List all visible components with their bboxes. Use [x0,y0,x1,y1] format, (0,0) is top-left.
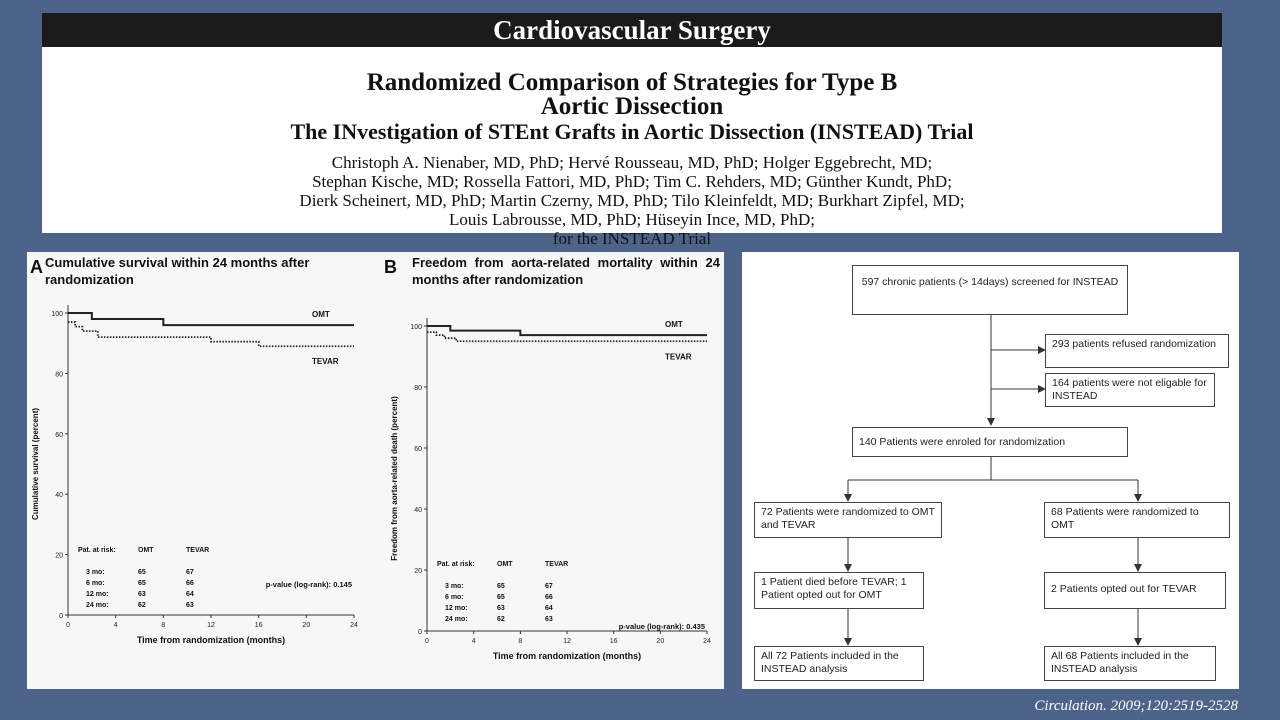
flowchart-connectors [742,252,1239,689]
x-tick-label: 20 [302,622,311,629]
series-label-tevar: TEVAR [665,352,692,362]
risk-table-cell: 3 mo: [445,583,464,590]
box-not-eligible: 164 patients were not eligable for INSTEAD [1045,373,1215,407]
risk-table-cell: 6 mo: [445,594,464,601]
risk-table-cell: 12 mo: [86,591,109,598]
y-axis-label: Freedom from aorta-related death (percent) [390,396,399,561]
risk-table-header: OMT [497,561,513,568]
y-tick-label: 80 [414,385,422,392]
risk-table-cell: 62 [138,602,146,609]
box-left-analysis: All 72 Patients included in the INSTEAD analysis [754,646,924,681]
author-line: Christoph A. Nienaber, MD, PhD; Hervé Rousseau, MD, PhD; Holger Eggebrecht, MD; [331,153,933,172]
series-label-omt: OMT [665,320,683,330]
y-tick-label: 80 [55,371,63,379]
risk-table-cell: 67 [545,583,553,590]
x-tick-label: 16 [254,622,263,629]
y-axis-label: Cumulative survival (percent) [31,407,40,521]
x-tick-label: 4 [471,638,476,645]
box-right-analysis: All 68 Patients included in the INSTEAD analysis [1044,646,1216,681]
risk-table-cell: 65 [138,569,146,576]
x-axis-label: Time from randomization (months) [492,651,642,661]
y-tick-label: 60 [55,431,63,439]
series-label-tevar: TEVAR [312,357,339,367]
x-tick-label: 20 [656,638,665,645]
arrowhead [844,564,852,572]
consort-flowchart [742,252,1239,689]
x-tick-label: 24 [350,622,358,629]
arrowhead [1134,494,1142,502]
arrowhead [1134,638,1142,646]
risk-table-cell: 63 [186,602,194,609]
x-axis-label: Time from randomization (months) [136,635,286,645]
risk-table-cell: 63 [138,591,146,598]
chart-a-svg [27,252,377,689]
risk-table-cell: 66 [186,580,194,587]
box-right-outcome: 2 Patients opted out for TEVAR [1044,572,1226,609]
panel-letter-a: A [30,257,43,277]
y-tick-label: 40 [414,507,422,514]
arrowhead [987,418,995,426]
risk-table-cell: 66 [545,594,553,601]
y-tick-label: 0 [59,613,63,620]
author-line: Dierk Scheinert, MD, PhD; Martin Czerny, MD, PhD; Tilo Kleinfeldt, MD; Burkhart Zipfel, MD; [299,191,965,210]
risk-table-header: Pat. at risk: [78,547,116,554]
p-value: p-value (log-rank): 0.435 [618,622,705,631]
risk-table-cell: 6 mo: [86,580,105,587]
risk-table-cell: 64 [545,605,553,612]
y-tick-label: 40 [55,492,63,500]
chart-a-title: Cumulative survival within 24 months after randomization [45,255,310,287]
risk-table-cell: 64 [186,591,194,598]
risk-table-cell: 63 [545,616,553,623]
km-curves-panel [27,252,724,689]
risk-table-header: Pat. at risk: [437,561,475,568]
x-tick-label: 16 [609,638,618,645]
box-left-outcome: 1 Patient died before TEVAR; 1 Patient opted out for OMT [754,572,924,609]
box-refused: 293 patients refused randomization [1045,334,1229,368]
y-tick-label: 60 [414,446,422,453]
box-left-randomized: 72 Patients were randomized to OMT and TEVAR [754,502,942,538]
author-line: for the INSTEAD Trial [552,229,712,248]
article-title-line-2: Aortic Dissection [540,93,724,120]
x-tick-label: 0 [66,622,70,629]
risk-table-cell: 3 mo: [86,569,105,576]
citation: Circulation. 2009;120:2519-2528 [1034,698,1238,714]
x-tick-label: 0 [425,638,429,645]
y-tick-label: 20 [414,568,422,575]
box-enrolled: 140 Patients were enroled for randomization [852,427,1128,457]
author-list [42,153,1222,248]
chart-b-svg [377,252,724,689]
article-header [42,13,1222,248]
series-label-omt: OMT [312,310,330,320]
x-tick-label: 8 [518,638,523,645]
y-tick-label: 100 [51,311,63,318]
risk-table-header: TEVAR [186,547,210,554]
risk-table-cell: 24 mo: [445,616,468,623]
article-subtitle: The INvestigation of STEnt Grafts in Aortic Dissection (INSTEAD) Trial [290,119,974,144]
risk-table-cell: 67 [186,569,194,576]
risk-table-cell: 63 [497,605,505,612]
x-tick-label: 8 [161,622,166,629]
arrowhead [844,494,852,502]
risk-table-cell: 65 [497,594,505,601]
p-value: p-value (log-rank): 0.145 [265,580,352,589]
x-tick-label: 12 [207,622,215,629]
chart-b-title: Freedom from aorta-related mortality within 24 months after randomization [412,255,720,287]
arrowhead [1134,564,1142,572]
risk-table-cell: 65 [497,583,505,590]
box-screened: 597 chronic patients (> 14days) screened for INSTEAD [852,265,1128,315]
risk-table-header: OMT [138,547,154,554]
author-line: Louis Labrousse, MD, PhD; Hüseyin Ince, MD, PhD; [449,210,815,229]
y-tick-label: 100 [410,324,422,331]
arrowhead [844,638,852,646]
series-line-tevar [427,332,707,341]
journal-section-bar: Cardiovascular Surgery [42,13,1222,47]
y-tick-label: 20 [55,552,63,560]
risk-table-cell: 12 mo: [445,605,468,612]
panel-letter-b: B [384,257,397,277]
author-line: Stephan Kische, MD; Rossella Fattori, MD, PhD; Tim C. Rehders, MD; Günther Kundt, PhD; [312,172,952,191]
risk-table-cell: 62 [497,616,505,623]
risk-table-cell: 65 [138,580,146,587]
article-title-line-1: Randomized Comparison of Strategies for Type B [366,69,898,96]
y-tick-label: 0 [418,629,422,636]
x-tick-label: 24 [703,638,711,645]
x-tick-label: 4 [113,622,118,629]
risk-table-cell: 24 mo: [86,602,109,609]
x-tick-label: 12 [563,638,571,645]
box-right-randomized: 68 Patients were randomized to OMT [1044,502,1230,538]
risk-table-header: TEVAR [545,561,569,568]
